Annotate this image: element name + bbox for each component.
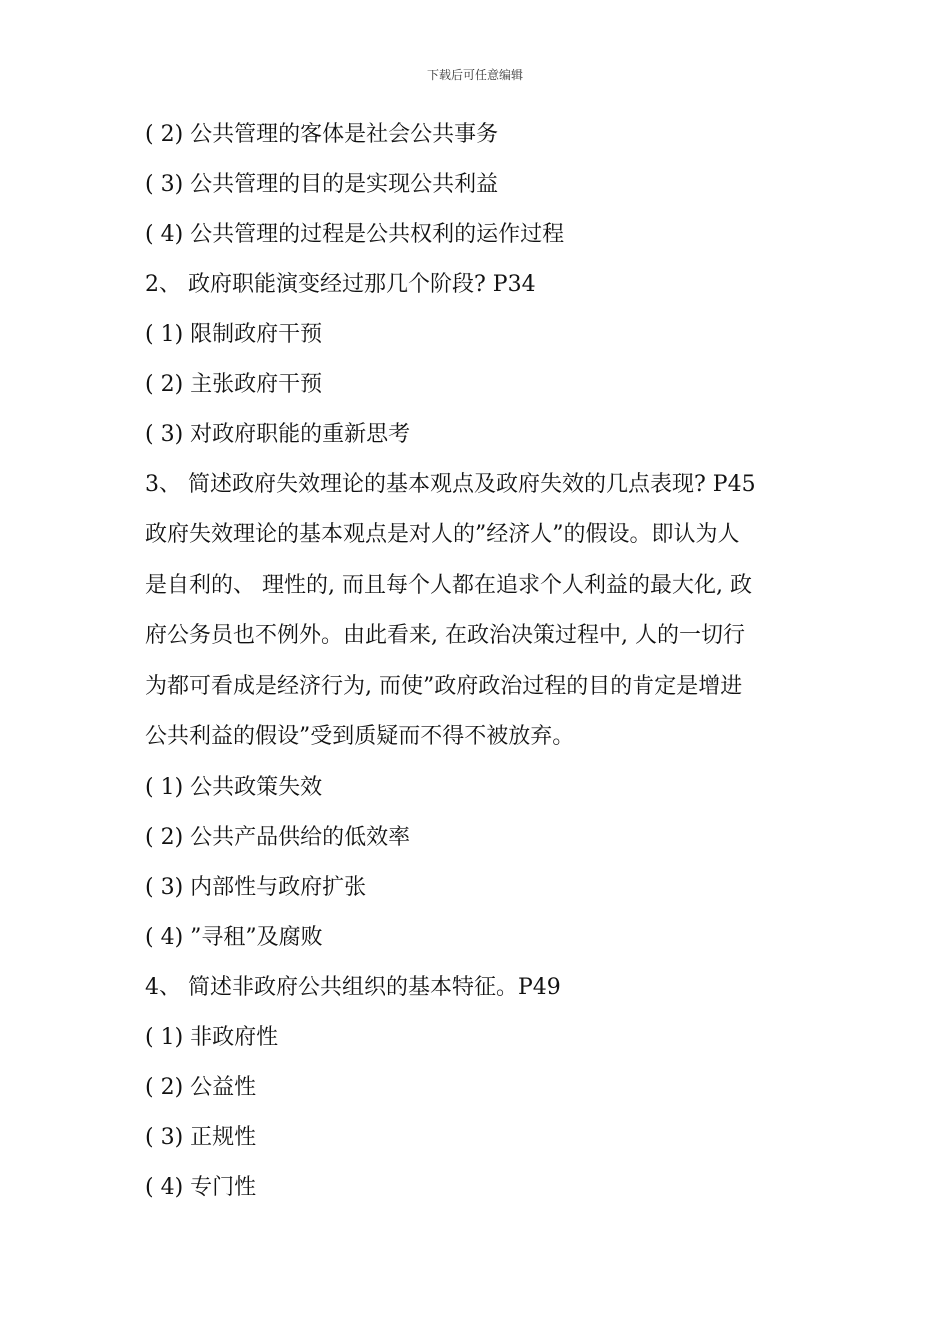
list-item: ( 3) 对政府职能的重新思考 — [145, 422, 411, 447]
paragraph-line: 府公务员也不例外。由此看来, 在政治决策过程中, 人的一切行 — [145, 623, 745, 648]
question-heading: 3、 简述政府失效理论的基本观点及政府失效的几点表现? P45 — [145, 472, 756, 497]
document-body — [145, 110, 810, 1213]
body-paragraph — [145, 510, 810, 763]
paragraph-line: 是自利的、 理性的, 而且每个人都在追求个人利益的最大化, 政 — [145, 572, 752, 598]
paragraph-line: 政府失效理论的基本观点是对人的”经济人”的假设。即认为人 — [145, 522, 740, 547]
page-header-note: 下载后可任意编辑 — [426, 68, 523, 82]
list-item: ( 4) 公共管理的过程是公共权利的运作过程 — [145, 222, 565, 247]
list-item: ( 4) 专门性 — [145, 1174, 257, 1200]
list-item: ( 2) 公共产品供给的低效率 — [145, 824, 411, 850]
paragraph-line: 为都可看成是经济行为, 而使”政府政治过程的目的肯定是增进 — [145, 673, 743, 699]
list-item: ( 4) ”寻租”及腐败 — [145, 924, 323, 950]
list-item: ( 2) 主张政府干预 — [145, 372, 323, 397]
list-item: ( 3) 内部性与政府扩张 — [145, 874, 367, 900]
question-heading: 4、 简述非政府公共组织的基本特征。P49 — [145, 974, 561, 1000]
list-item: ( 1) 非政府性 — [145, 1024, 279, 1050]
list-item: ( 3) 公共管理的目的是实现公共利益 — [145, 172, 499, 197]
list-item: ( 2) 公益性 — [145, 1074, 257, 1100]
list-item: ( 2) 公共管理的客体是社会公共事务 — [145, 122, 499, 147]
paragraph-line: 公共利益的假设”受到质疑而不得不被放弃。 — [145, 724, 575, 749]
list-item: ( 1) 限制政府干预 — [145, 322, 323, 347]
list-item: ( 3) 正规性 — [145, 1124, 257, 1150]
list-item: ( 1) 公共政策失效 — [145, 774, 323, 800]
question-heading: 2、 政府职能演变经过那几个阶段? P34 — [145, 272, 536, 297]
